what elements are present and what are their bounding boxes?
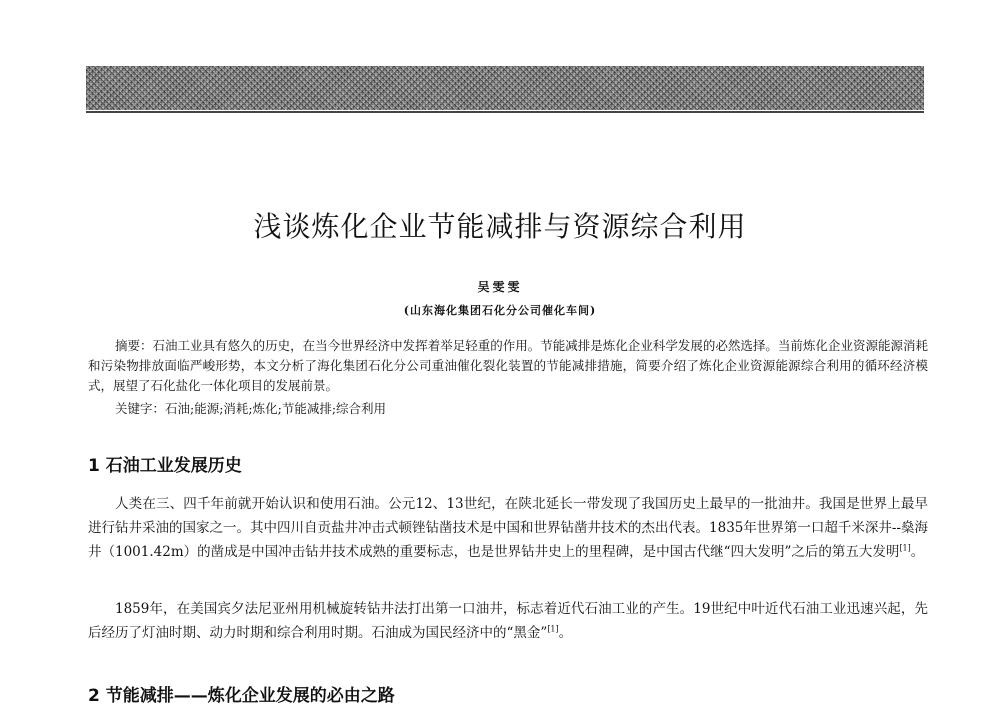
section-heading-2: 2 节能减排——炼化企业发展的必由之路	[88, 686, 395, 706]
author-affiliation: (山东海化集团石化分公司催化车间)	[403, 304, 597, 317]
paragraph-text: 人类在三、四千年前就开始认识和使用石油。公元12、13世纪，在陕北延长一带发现了我国历史上最早的一批油井。我国是世界上最早进行钻井采油的国家之一。其中四川自贡盐井冲击式顿锉钻凿技术是中国和世界钻凿井技术的杰出代表。1835年世界第一口超千米深井--燊海井（1001.42m）的凿成是中国冲击钻井技术成熟的重要标志，也是世界钻井史上的里程碑，是中国古代继“四大发明”之后的第五大发明	[88, 496, 928, 560]
section-heading-1: 1 石油工业发展历史	[88, 456, 242, 476]
paragraph-tail: 。	[910, 544, 925, 560]
body-paragraph-1	[88, 492, 928, 564]
author-name: 吴雯雯	[477, 280, 523, 294]
citation-marker[interactable]: [1]	[899, 543, 911, 553]
header-banner	[86, 66, 924, 110]
keywords: 关键字：石油;能源;消耗;炼化;节能减排;综合利用	[115, 401, 387, 416]
citation-marker[interactable]: [1]	[547, 624, 559, 634]
paragraph-text: 1859年，在美国宾夕法尼亚州用机械旋转钻井法打出第一口油井，标志着近代石油工业的产生。19世纪中叶近代石油工业迅速兴起，先后经历了灯油时期、动力时期和综合利用时期。石油成为国民经济中的“黑金”	[88, 601, 928, 641]
paragraph-tail: 。	[558, 625, 573, 641]
body-paragraph-2	[88, 597, 928, 645]
header-rule	[86, 111, 924, 113]
abstract: 摘要：石油工业具有悠久的历史，在当今世界经济中发挥着举足轻重的作用。节能减排是炼化企业科学发展的必然选择。当前炼化企业资源能源消耗和污染物排放面临严峻形势，本文分析了海化集团石化分公司重油催化裂化装置的节能减排措施，简要介绍了炼化企业资源能源综合利用的循环经济模式，展望了石化盐化一体化项目的发展前景。	[88, 338, 928, 393]
article-title: 浅谈炼化企业节能减排与资源综合利用	[253, 210, 747, 243]
